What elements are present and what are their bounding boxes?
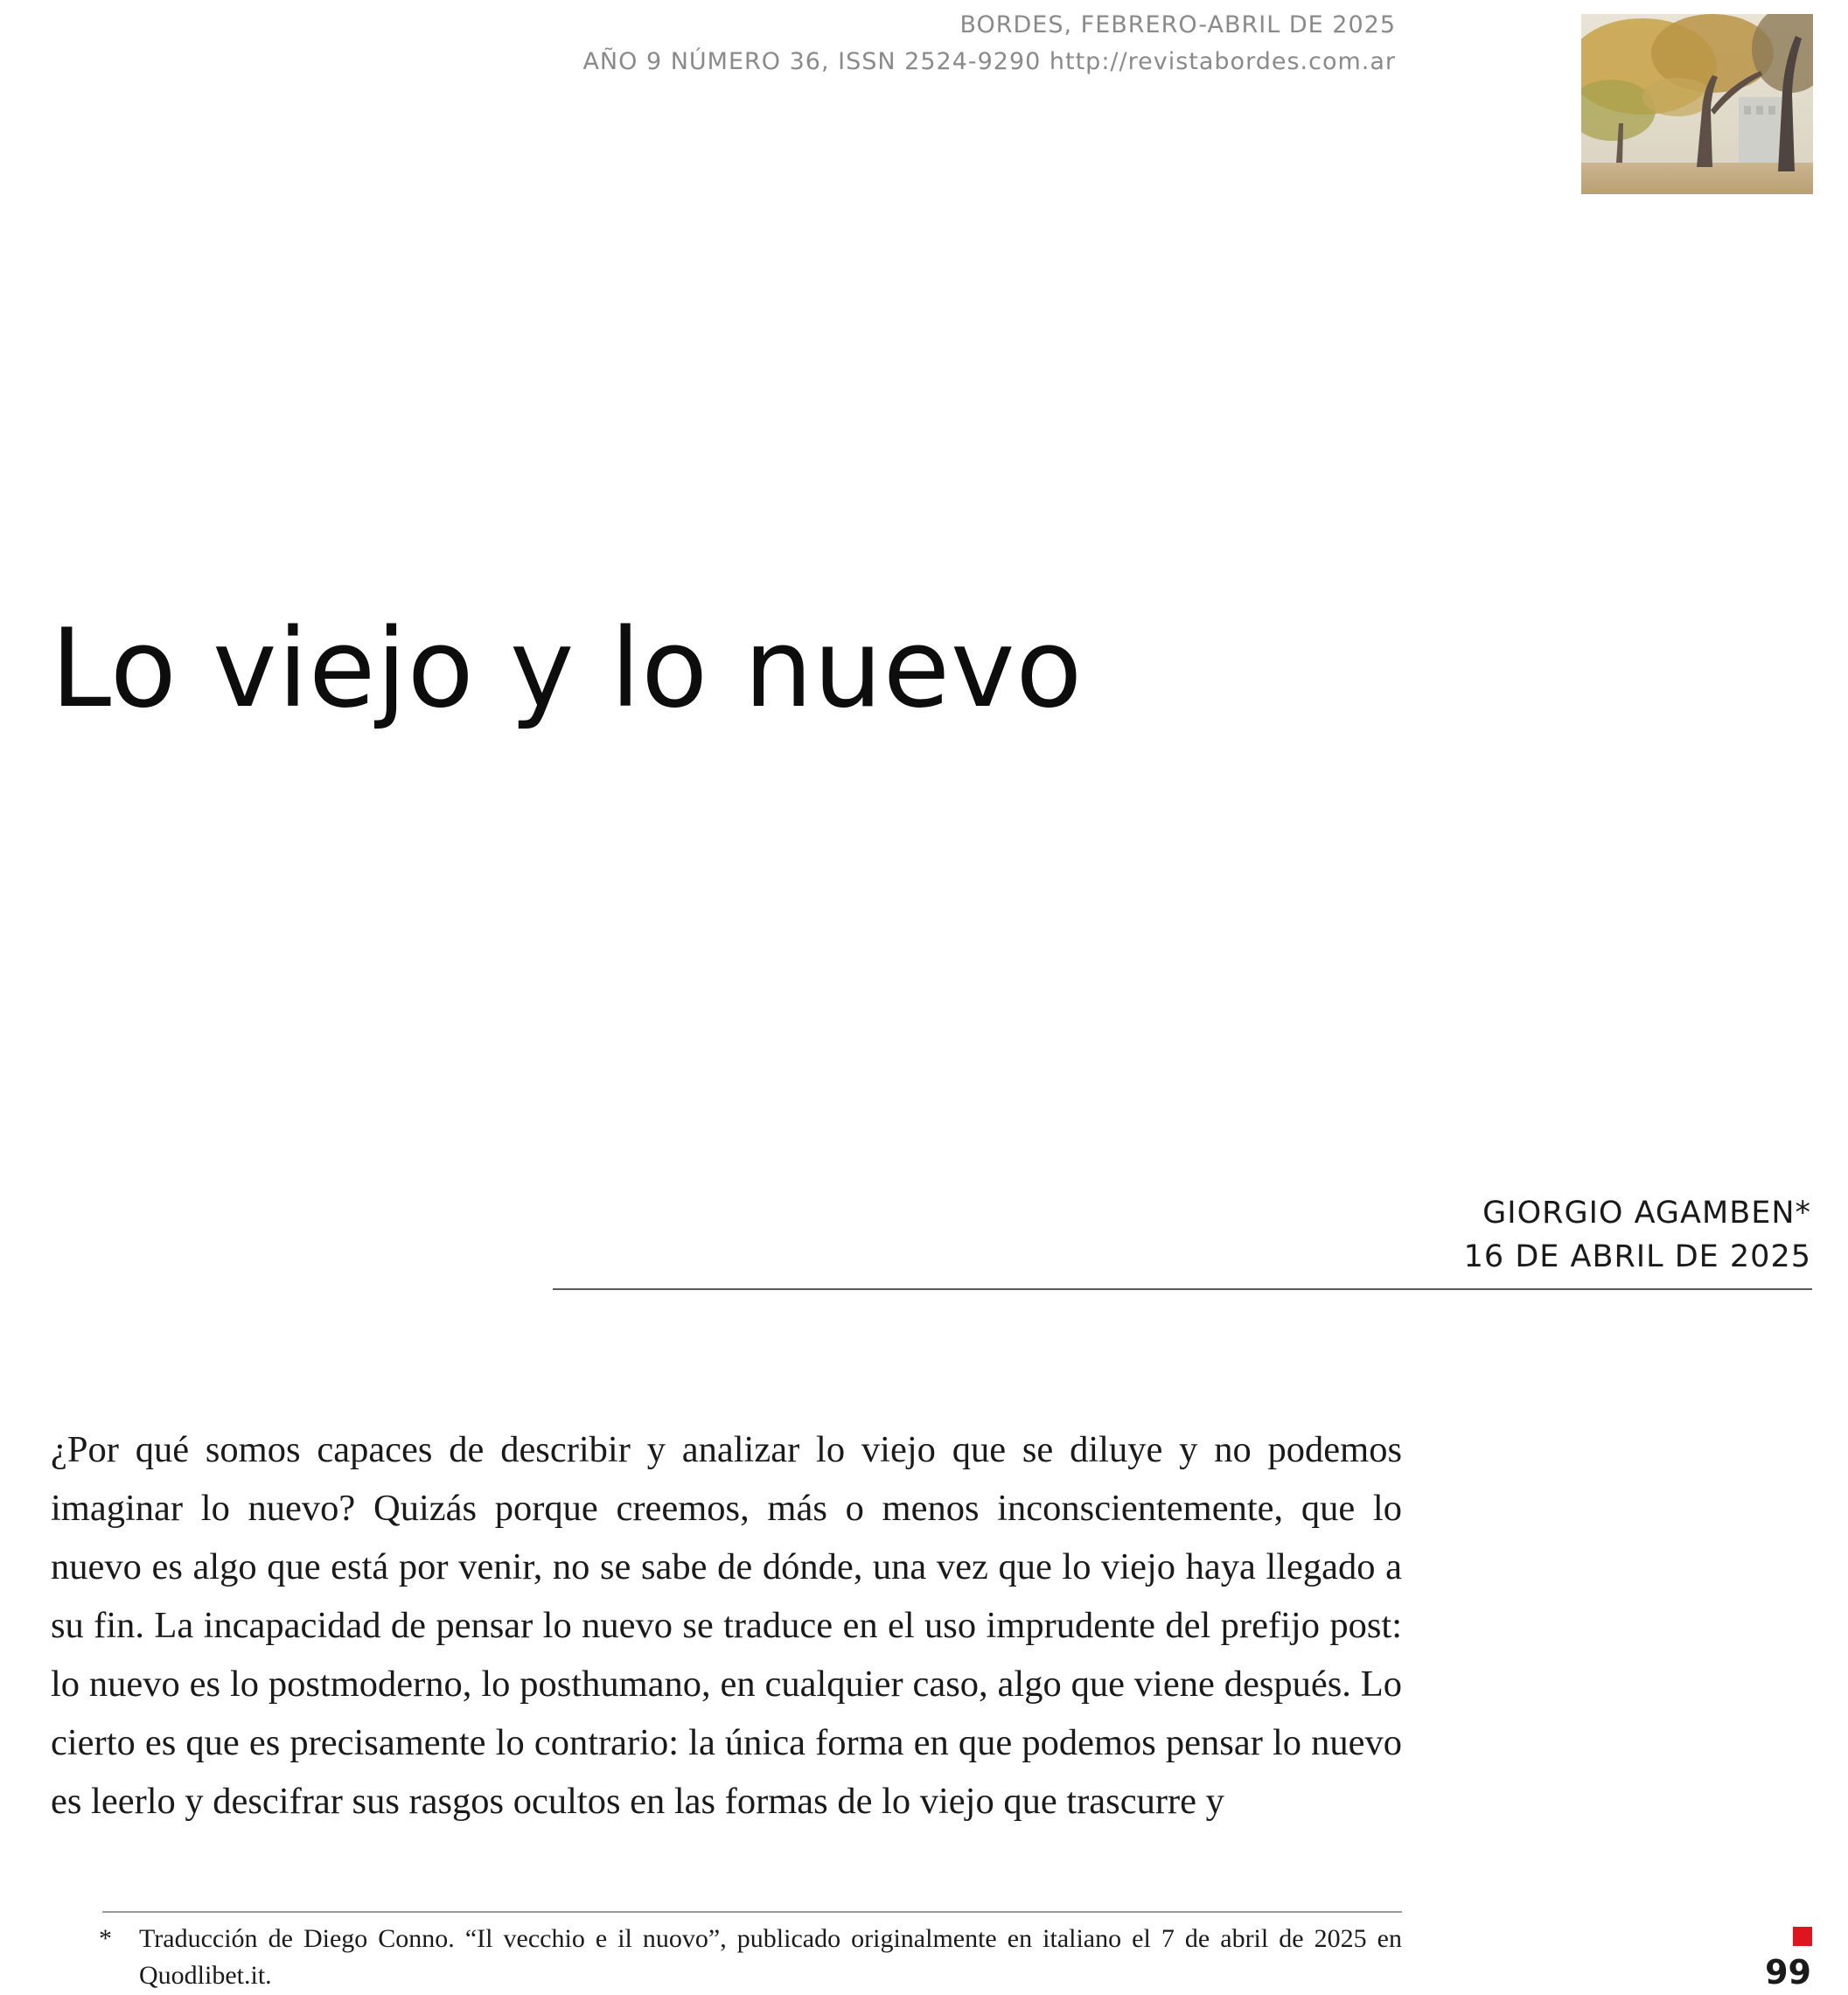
journal-header (582, 7, 1396, 80)
byline-divider (553, 1288, 1812, 1290)
footnote (99, 1921, 1402, 1994)
footnote-text: Traducción de Diego Conno. “Il vecchio e il nuovo”, publicado originalmente en italiano el 7 de abril de 2025 en Quodlibet.it. (139, 1924, 1402, 1990)
issue-line: AÑO 9 NÚMERO 36, ISSN 2524-9290 http://revistabordes.com.ar (582, 48, 1396, 75)
article-body: ¿Por qué somos capaces de describir y analizar lo viejo que se diluye y no podemos imaginar lo nuevo? Quizás porque creemos, más o menos inconscientemente, que lo nuevo es algo que está por venir, no se sabe de dónde, una vez que lo viejo haya llegado a su fin. La incapacidad de pensar lo nuevo se traduce en el uso imprudente del prefijo post: lo nuevo es lo postmoderno, lo posthumano, en cualquier caso, algo que viene después. Lo cierto es que es precisamente lo contrario: la única forma en que podemos pensar lo nuevo es leerlo y descifrar sus rasgos ocultos en las formas de lo viejo que trascurre y (51, 1429, 1402, 1822)
footnote-mark: * (99, 1924, 112, 1953)
article-title: Lo viejo y lo nuevo (51, 606, 1084, 732)
page-marker-square (1793, 1927, 1812, 1946)
byline (1464, 1191, 1811, 1279)
author-name: GIORGIO AGAMBEN* (1482, 1196, 1811, 1231)
tree-photo-thumbnail (1581, 14, 1813, 194)
article-date: 16 DE ABRIL DE 2025 (1463, 1239, 1811, 1274)
journal-line: BORDES, FEBRERO-ABRIL DE 2025 (959, 11, 1396, 38)
page-number: 99 (1765, 1953, 1811, 1992)
footnote-divider (102, 1911, 1402, 1913)
